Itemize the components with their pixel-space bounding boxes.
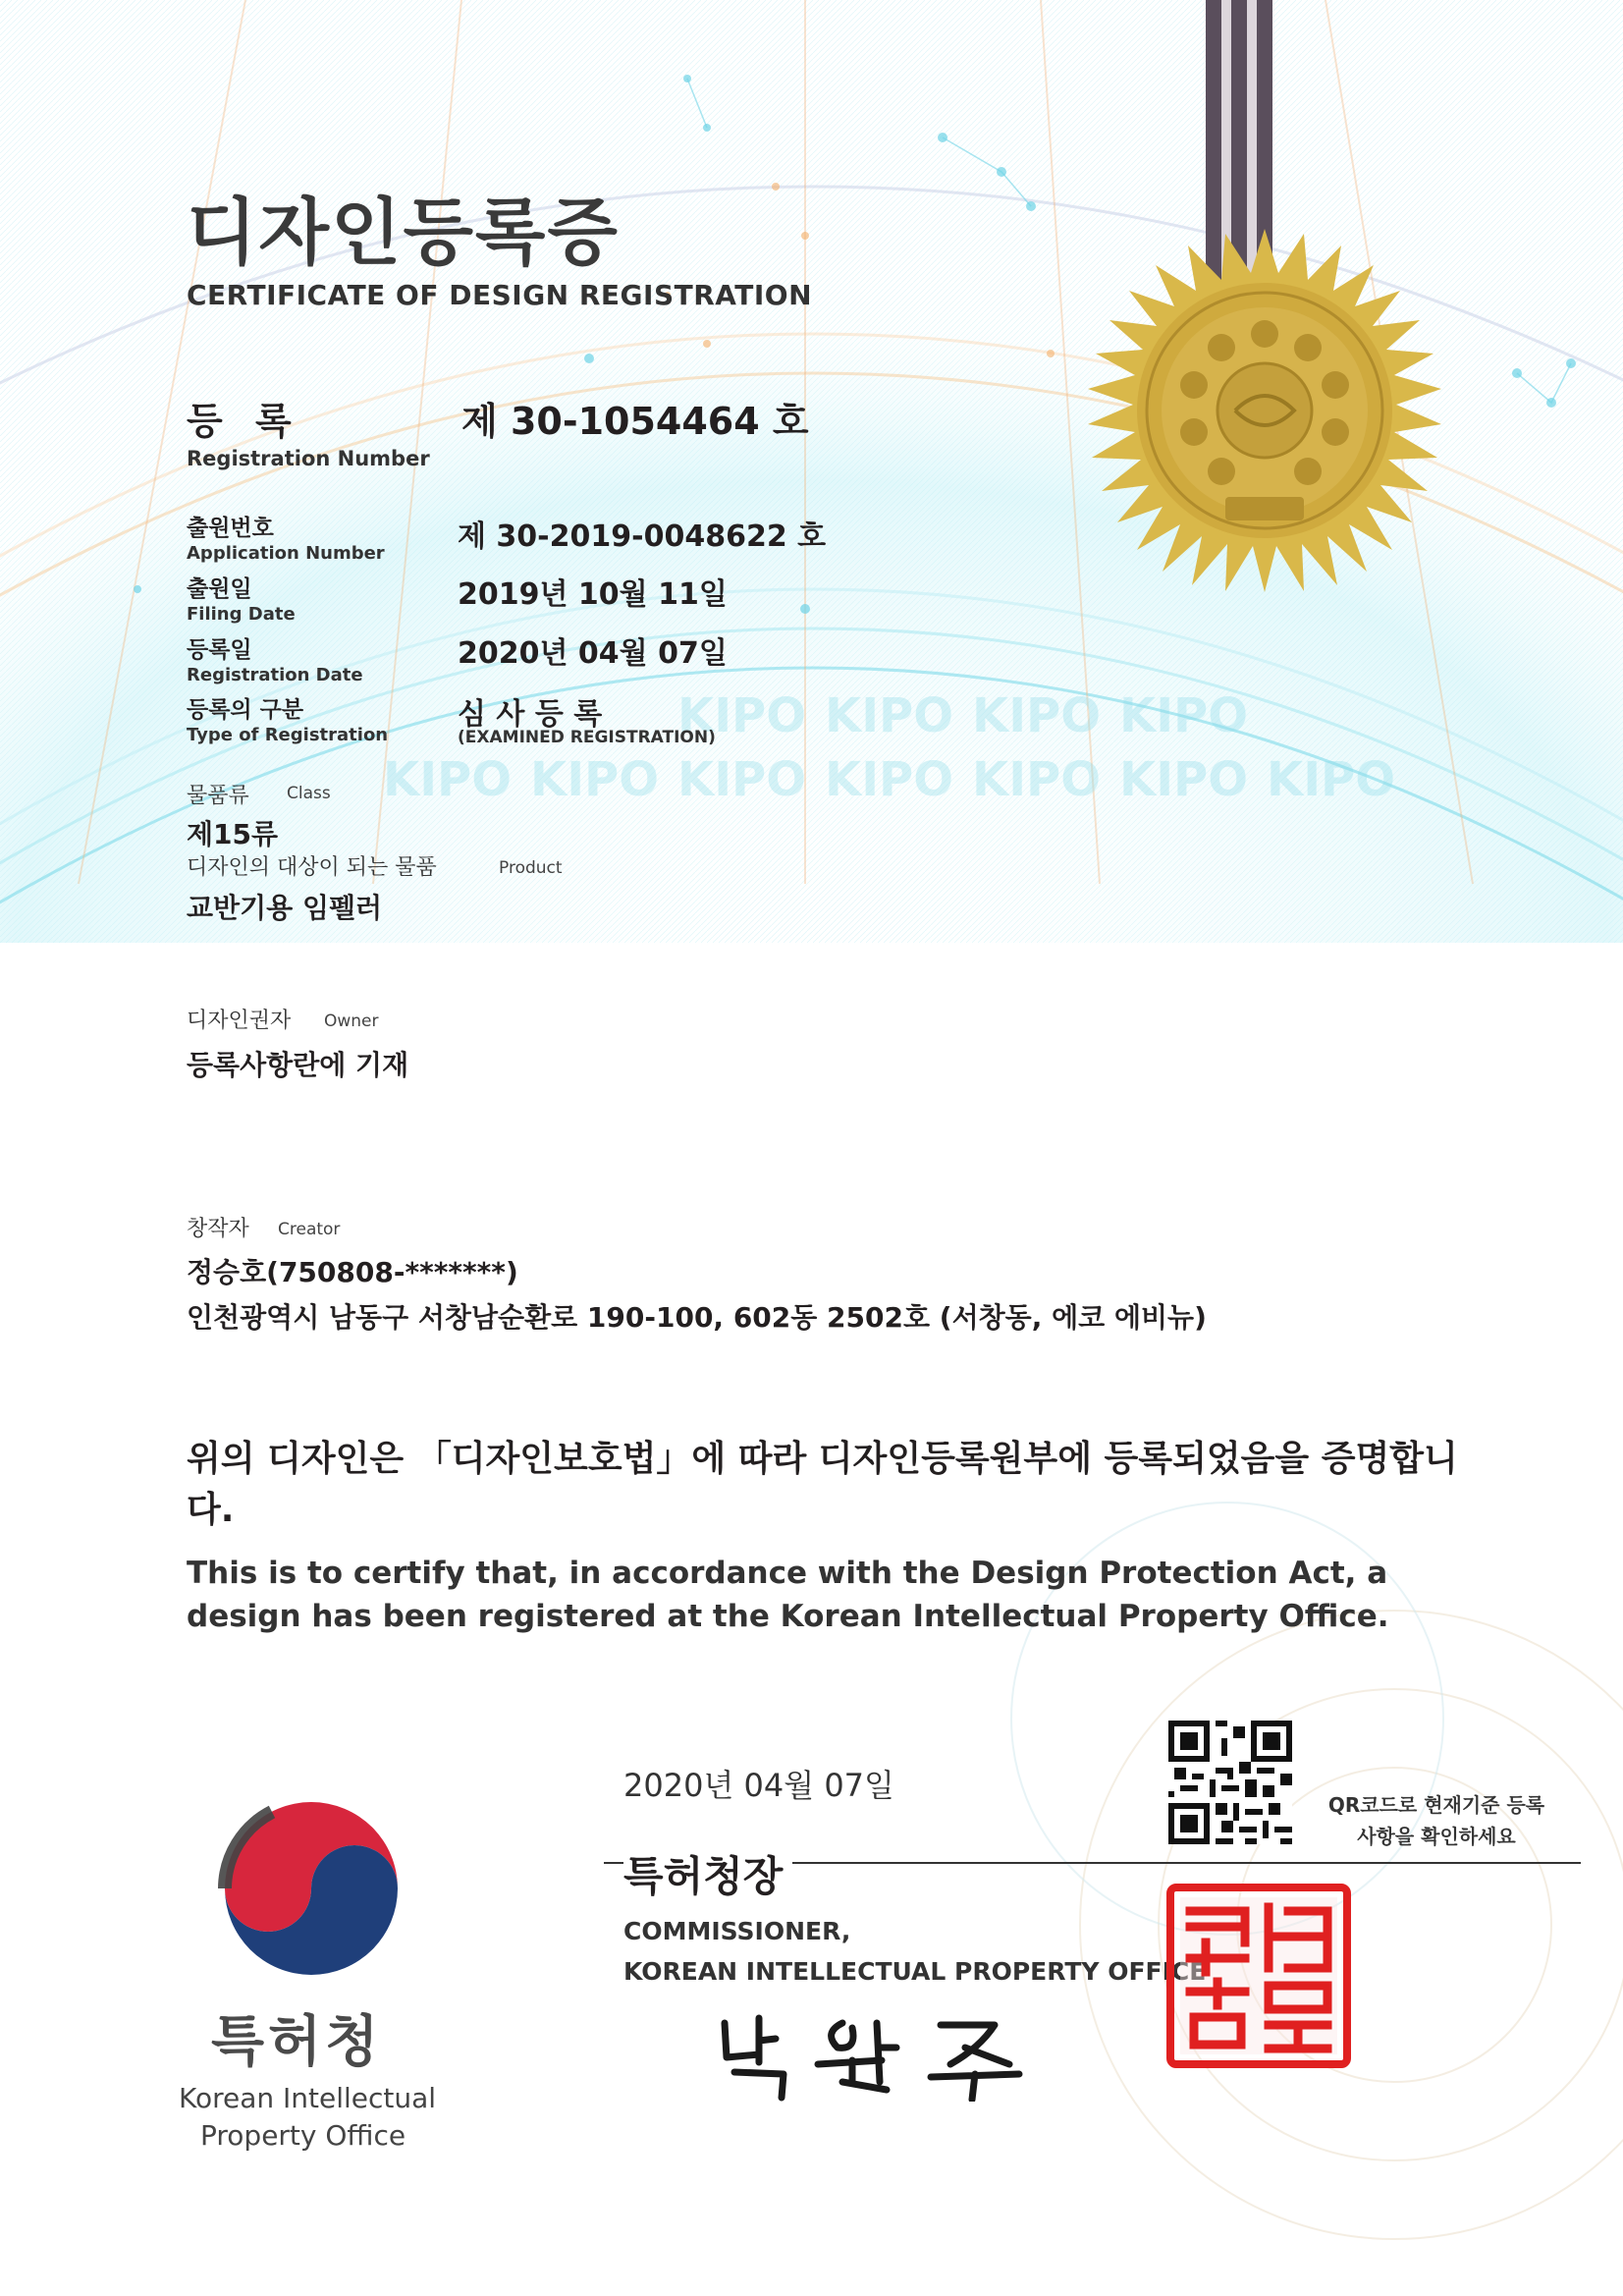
gold-seal-icon <box>1078 224 1451 597</box>
watermark-row: KIPO <box>383 752 513 807</box>
owner-label-en: Owner <box>324 1011 379 1031</box>
product-label-en: Product <box>499 858 563 878</box>
filing-date-label-ko: 출원일 <box>187 576 252 602</box>
kipo-name-en-line2: Property Office <box>200 2119 406 2152</box>
kipo-name-ko: 특허청 <box>211 2010 383 2074</box>
svg-text:KIPO: KIPO <box>972 752 1102 807</box>
commissioner-office-en: KOREAN INTELLECTUAL PROPERTY OFFICE <box>623 1957 1207 1986</box>
registration-label-en: Registration Number <box>187 447 430 470</box>
registration-type-sub: (EXAMINED REGISTRATION) <box>458 728 716 747</box>
certification-statement-ko: 위의 디자인은 「디자인보호법」에 따라 디자인등록원부에 등록되었음을 증명합니다. <box>187 1439 1458 1530</box>
svg-text:KIPO: KIPO <box>972 688 1102 743</box>
creator-label-ko: 창작자 <box>187 1217 249 1241</box>
creator-label-en: Creator <box>278 1220 341 1239</box>
registration-type-label-en: Type of Registration <box>187 725 389 745</box>
registration-date-label-ko: 등록일 <box>187 637 252 663</box>
svg-text:KIPO: KIPO <box>1119 752 1249 807</box>
owner-label-ko: 디자인권자 <box>187 1009 292 1033</box>
certificate-title-en: CERTIFICATE OF DESIGN REGISTRATION <box>187 279 813 311</box>
svg-text:KIPO: KIPO <box>825 688 954 743</box>
issue-date: 2020년 04월 07일 <box>623 1767 894 1804</box>
registration-type-label-ko: 등록의 구분 <box>187 697 304 723</box>
registration-date-label-en: Registration Date <box>187 665 363 685</box>
class-value: 제15류 <box>187 818 279 850</box>
creator-address: 인천광역시 남동구 서창남순환로 190-100, 602동 2502호 (서창동, 에코 에비뉴) <box>187 1301 1207 1334</box>
kipo-name-en-line1: Korean Intellectual <box>179 2082 437 2114</box>
application-number-label-ko: 출원번호 <box>187 516 274 541</box>
class-label-en: Class <box>287 784 331 803</box>
filing-date-label-en: Filing Date <box>187 604 296 625</box>
official-red-seal-icon <box>1166 1884 1351 2068</box>
qr-code-icon[interactable] <box>1168 1721 1292 1844</box>
product-value: 교반기용 임펠러 <box>187 892 383 924</box>
product-label-ko: 디자인의 대상이 되는 물품 <box>187 855 437 880</box>
class-label-ko: 물품류 <box>187 784 249 808</box>
registration-number: 제 30-1054464 호 <box>461 400 809 443</box>
creator-name: 정승호(750808-*******) <box>187 1256 518 1288</box>
application-number-value: 제 30-2019-0048622 호 <box>458 519 827 554</box>
svg-text:KIPO: KIPO <box>530 752 660 807</box>
commissioner-title-ko: 특허청장 <box>623 1844 792 1903</box>
qr-note: QR코드로 현재기준 등록사항을 확인하세요 <box>1327 1793 1545 1848</box>
commissioner-title-en: COMMISSIONER, <box>623 1917 851 1945</box>
owner-value: 등록사항란에 기재 <box>187 1049 409 1081</box>
kipo-logo-icon <box>218 1795 405 1982</box>
svg-text:KIPO: KIPO <box>677 752 807 807</box>
registration-label-ko: 등 록 <box>187 400 301 443</box>
svg-text:KIPO: KIPO <box>1267 752 1396 807</box>
registration-date-value: 2020년 04월 07일 <box>458 636 728 671</box>
filing-date-value: 2019년 10월 11일 <box>458 577 728 612</box>
svg-text:KIPO: KIPO <box>1119 688 1249 743</box>
certificate-title-ko: 디자인등록증 <box>187 191 620 275</box>
svg-text:KIPO: KIPO <box>825 752 954 807</box>
registration-type-value: 심 사 등 록 <box>458 697 603 732</box>
commissioner-signature <box>715 2003 1049 2102</box>
certification-statement-en: This is to certify that, in accordance with the Design Protection Act, a design has been registered at the Korean Intellectual Property Office. <box>187 1556 1389 1634</box>
svg-text:KIPO: KIPO <box>677 688 807 743</box>
application-number-label-en: Application Number <box>187 543 385 564</box>
